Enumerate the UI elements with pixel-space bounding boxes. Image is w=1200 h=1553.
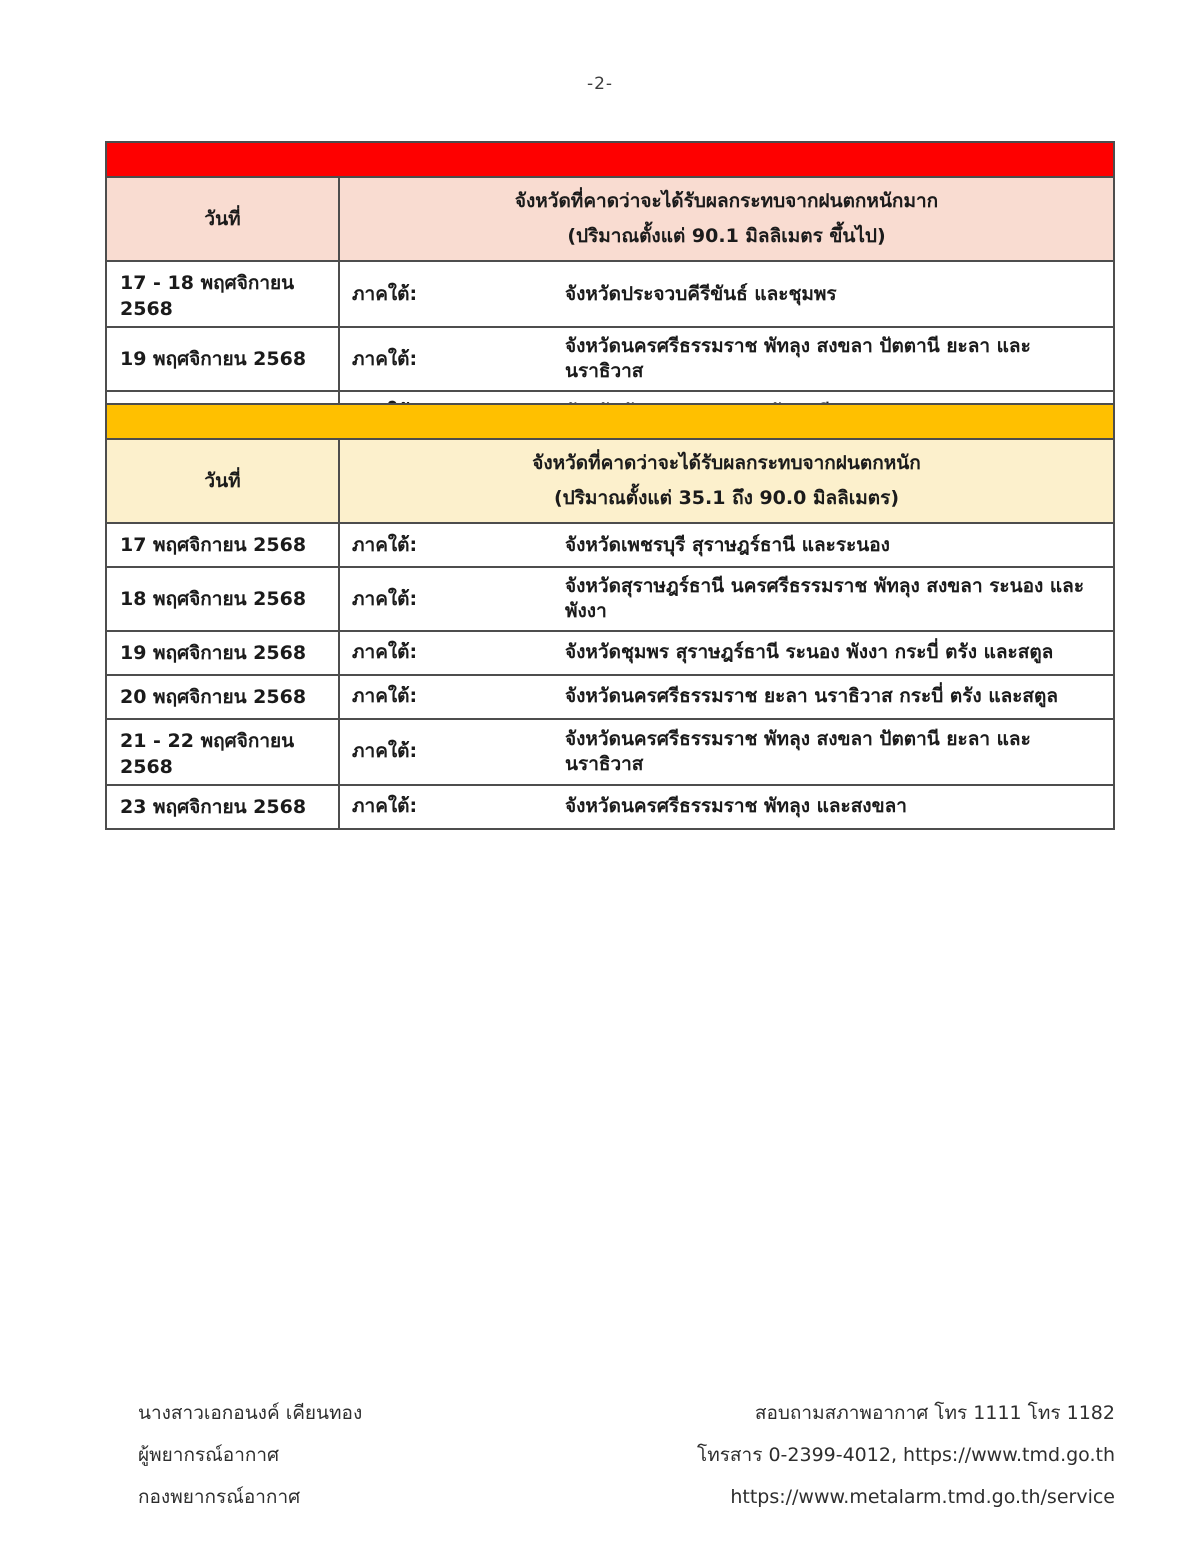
province-list: จังหวัดนครศรีธรรมราช ยะลา นราธิวาส กระบี่ ตรัง และสตูล [565,685,1058,708]
forecaster-signature-block [105,1392,362,1518]
very-heavy-rain-table [105,141,1115,436]
row-impact [340,720,1113,784]
row-impact [340,786,1113,828]
table-row [105,328,1115,391]
province-list: จังหวัดเพชรบุรี สุราษฎร์ธานี และระนอง [565,533,890,556]
table-row [105,568,1115,631]
row-impact [340,524,1113,566]
impact-header-line1: จังหวัดที่คาดว่าจะได้รับผลกระทบจากฝนตกหนัก [532,452,921,474]
table-row [105,262,1115,328]
row-date: 18 พฤศจิกายน 2568 [107,568,340,629]
table-row [105,676,1115,720]
province-list: จังหวัดนครศรีธรรมราช พัทลุง สงขลา ปัตตานี ยะลา และนราธิวาส [565,727,1031,775]
table-row [105,720,1115,786]
region-label: ภาคใต้: [352,740,418,763]
page-footer [105,1392,1115,1518]
row-date: 20 พฤศจิกายน 2568 [107,676,340,718]
table-row [105,524,1115,568]
table-header-row [105,440,1115,524]
row-date: 23 พฤศจิกายน 2568 [107,786,340,828]
table-row [105,786,1115,830]
row-date: 19 พฤศจิกายน 2568 [107,632,340,674]
impact-header-line1: จังหวัดที่คาดว่าจะได้รับผลกระทบจากฝนตกหนักมาก [514,190,939,212]
province-list: จังหวัดนครศรีธรรมราช พัทลุง สงขลา ปัตตานี ยะลา และนราธิวาส [565,335,1031,382]
row-impact [340,568,1113,629]
row-date: 19 พฤศจิกายน 2568 [107,328,340,389]
forecaster-title: ผู้พยากรณ์อากาศ [138,1444,280,1466]
forecaster-division: กองพยากรณ์อากาศ [138,1486,301,1508]
impact-column-header [340,178,1113,260]
row-impact [340,328,1113,389]
row-date: 17 - 18 พฤศจิกายน 2568 [107,262,340,326]
page-number: -2- [586,74,614,94]
contact-fax-website-line: โทรสาร 0-2399-4012, https://www.tmd.go.th [697,1444,1115,1466]
row-impact [340,676,1113,718]
contact-metalarm-url: https://www.metalarm.tmd.go.th/service [730,1486,1115,1508]
forecaster-name: นางสาวเอกอนงค์ เคียนทอง [138,1402,363,1424]
province-list: จังหวัดชุมพร สุราษฎร์ธานี ระนอง พังงา กระบี่ ตรัง และสตูล [565,641,1054,664]
province-list: จังหวัดสุราษฎร์ธานี นครศรีธรรมราช พัทลุง สงขลา ระนอง และพังงา [565,575,1085,622]
impact-header-line2: (ปริมาณตั้งแต่ 35.1 ถึง 90.0 มิลลิเมตร) [553,487,900,510]
province-list: จังหวัดนครศรีธรรมราช พัทลุง และสงขลา [565,795,907,818]
region-label: ภาคใต้: [352,685,418,708]
contact-phone-line: สอบถามสภาพอากาศ โทร 1111 โทร 1182 [754,1402,1115,1424]
row-impact [340,262,1113,326]
table-header-row [105,178,1115,262]
row-date: 17 พฤศจิกายน 2568 [107,524,340,566]
row-impact [340,632,1113,674]
date-column-header: วันที่ [107,178,340,260]
impact-header-line2: (ปริมาณตั้งแต่ 90.1 มิลลิเมตร ขึ้นไป) [567,225,886,248]
region-label: ภาคใต้: [352,641,418,664]
region-label: ภาคใต้: [352,587,418,610]
region-label: ภาคใต้: [352,533,418,556]
row-date: 21 - 22 พฤศจิกายน 2568 [107,720,340,784]
heavy-rain-table [105,403,1115,830]
date-column-header: วันที่ [107,440,340,522]
orange-alert-band [105,403,1115,440]
table-row [105,632,1115,676]
contact-info-block [697,1392,1115,1518]
region-label: ภาคใต้: [352,347,418,370]
impact-column-header [340,440,1113,522]
province-list: จังหวัดประจวบคีรีขันธ์ และชุมพร [565,282,837,305]
region-label: ภาคใต้: [352,795,418,818]
red-alert-band [105,141,1115,178]
region-label: ภาคใต้: [352,282,418,305]
